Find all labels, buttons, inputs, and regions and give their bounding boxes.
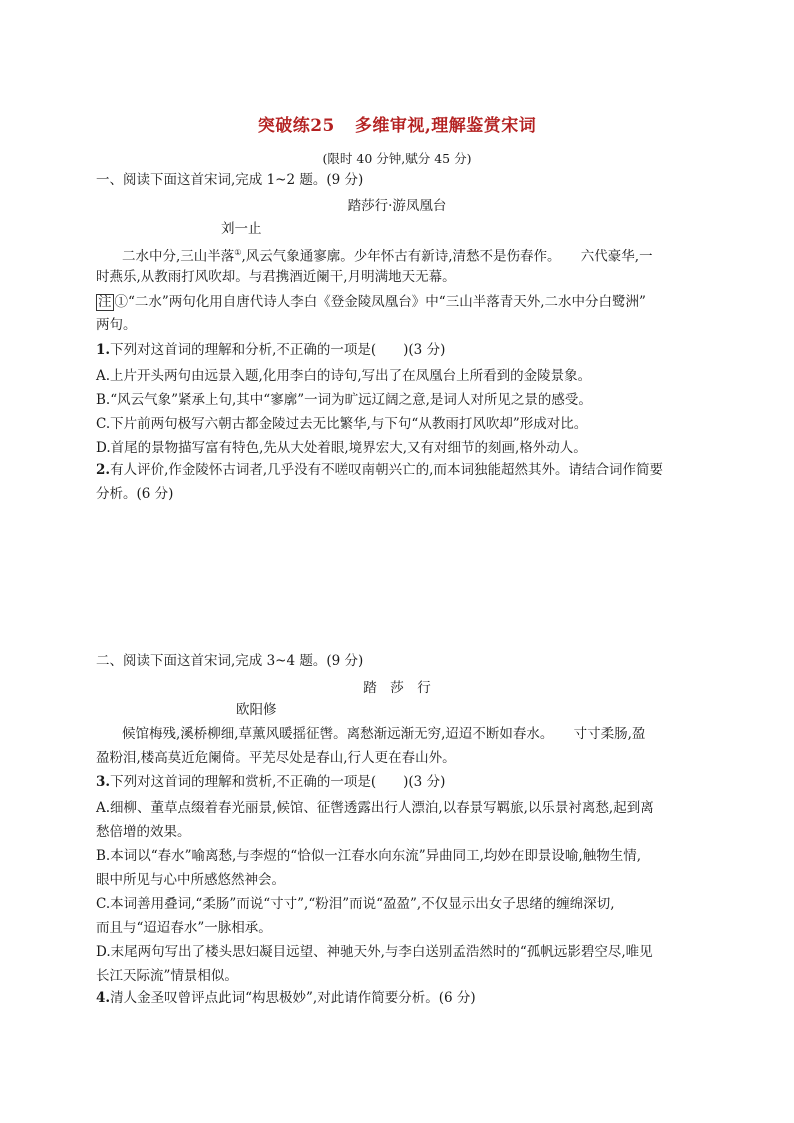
- question-3: 3.下列对这首词的理解和赏析,不正确的一项是( )(3 分): [96, 774, 446, 790]
- poem2-line2: 盈粉泪,楼高莫近危阑倚。平芜尽处是春山,行人更在春山外。: [96, 750, 456, 766]
- q1-option-b: B.“风云气象”紧承上句,其中“寥廓”一词为旷远辽阔之意,是词人对所见之景的感受。: [96, 392, 592, 408]
- note-label: 注: [98, 294, 112, 310]
- poem1-line1: 二水中分,三山半落①,风云气象通寥廓。少年怀古有新诗,清愁不是伤春作。 六代豪华,一: [122, 248, 653, 265]
- poem1-line2: 时燕乐,从教雨打风吹却。与君携酒近阑干,月明满地天无幕。: [96, 269, 456, 285]
- page-title: [0, 111, 794, 136]
- q3-option-c-line2: 而且与“迢迢春水”一脉相承。: [96, 920, 272, 936]
- q3-option-b-line2: 眼中所见与心中所感悠然神会。: [96, 872, 285, 888]
- time-note: (限时 40 分钟,赋分 45 分): [322, 151, 472, 166]
- q1-option-a: A.上片开头两句由远景入题,化用李白的诗句,写出了在凤凰台上所看到的金陵景象。: [96, 368, 592, 384]
- poem2-title: 踏 莎 行: [363, 680, 431, 696]
- note-line2: 两句。: [96, 317, 137, 333]
- question-1: 1.下列对这首词的理解和分析,不正确的一项是( )(3 分): [96, 342, 446, 358]
- q3-option-c: C.本词善用叠词,“柔肠”而说“寸寸”,“粉泪”而说“盈盈”,不仅显示出女子思绪的缠绵深切,: [96, 896, 615, 912]
- q1-option-c: C.下片前两句极写六朝古都金陵过去无比繁华,与下句“从教雨打风吹却”形成对比。: [96, 416, 588, 432]
- question-2-line2: 分析。(6 分): [96, 486, 174, 502]
- title-part1: 突破练25: [257, 116, 335, 136]
- q1-option-d: D.首尾的景物描写富有特色,先从大处着眼,境界宏大,又有对细节的刻画,格外动人。: [96, 440, 587, 456]
- section1-heading: 一、阅读下面这首宋词,完成 1~2 题。(9 分): [96, 172, 364, 188]
- question-2: 2.有人评价,作金陵怀古词者,几乎没有不嗟叹南朝兴亡的,而本词独能超然其外。请结合词作简要: [96, 462, 663, 478]
- q3-option-a: A.细柳、董草点缀着春光丽景,候馆、征辔透露出行人漂泊,以春景写羁旅,以乐景衬离愁,起到离: [96, 800, 654, 816]
- q3-option-d-line2: 长江天际流”情景相似。: [96, 968, 238, 984]
- question-4: 4.清人金圣叹曾评点此词“构思极妙”,对此请作简要分析。(6 分): [96, 990, 476, 1006]
- title-part2: 多维审视,理解鉴赏宋词: [354, 116, 537, 136]
- poem1-author: 刘一止: [221, 221, 262, 237]
- section2-heading: 二、阅读下面这首宋词,完成 3~4 题。(9 分): [96, 653, 364, 669]
- note-line1: 注 ①“二水”两句化用自唐代诗人李白《登金陵凤凰台》中“三山半落青天外,二水中分白鹭洲”: [98, 294, 646, 310]
- poem1-title: 踏莎行·游凤凰台: [347, 198, 447, 214]
- poem2-author: 欧阳修: [236, 702, 277, 718]
- q3-option-a-line2: 愁倍增的效果。: [96, 824, 191, 840]
- q3-option-b: B.本词以“春水”喻离愁,与李煜的“恰似一江春水向东流”异曲同工,均妙在即景设喻,触物生情,: [96, 848, 641, 864]
- q3-option-d: D.末尾两句写出了楼头思妇凝目远望、神驰天外,与李白送别孟浩然时的“孤帆远影碧空尽,唯见: [96, 944, 653, 960]
- poem2-line1: 候馆梅残,溪桥柳细,草薰风暖摇征辔。离愁渐远渐无穷,迢迢不断如春水。 寸寸柔肠,盈: [122, 726, 646, 742]
- footnote-mark: ①: [234, 248, 242, 257]
